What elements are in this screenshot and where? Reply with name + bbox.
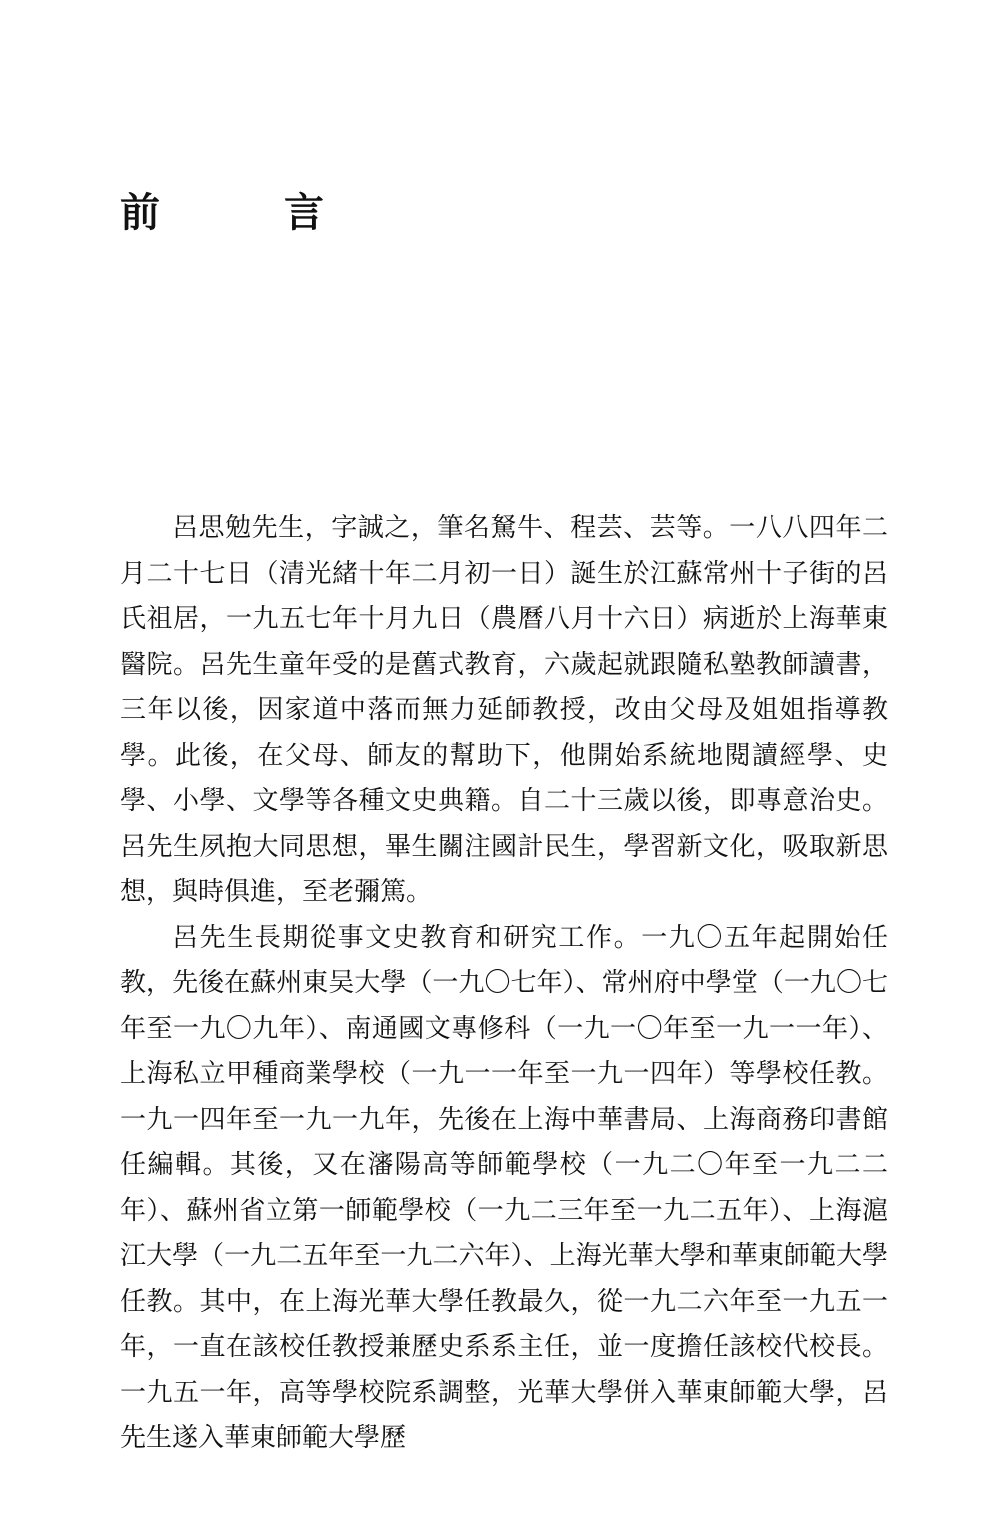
body-text	[120, 506, 888, 1462]
chapter-heading: 前 言	[120, 189, 366, 236]
paragraph-2: 呂先生長期從事文史教育和研究工作。一九〇五年起開始任教，先後在蘇州東吴大學（一九〇七年）、常州府中學堂（一九〇七年至一九〇九年）、南通國文專修科（一九一〇年至一九一一年）、上海私立甲種商業學校（一九一一年至一九一四年）等學校任教。一九一四年至一九一九年，先後在上海中華書局、上海商務印書館任編輯。其後，又在瀋陽高等師範學校（一九二〇年至一九二二年）、蘇州省立第一師範學校（一九二三年至一九二五年）、上海滬江大學（一九二五年至一九二六年）、上海光華大學和華東師範大學任教。其中，在上海光華大學任教最久，從一九二六年至一九五一年，一直在該校任教授兼歷史系系主任，並一度擔任該校代校長。一九五一年，高等學校院系調整，光華大學併入華東師範大學，呂先生遂入華東師範大學歷	[120, 922, 888, 1453]
paragraph-1: 呂思勉先生，字誠之，筆名駑牛、程芸、芸等。一八八四年二月二十七日（清光緒十年二月初一日）誕生於江蘇常州十子街的呂氏祖居，一九五七年十月九日（農曆八月十六日）病逝於上海華東醫院。呂先生童年受的是舊式教育，六歲起就跟隨私塾教師讀書，三年以後，因家道中落而無力延師教授，改由父母及姐姐指導教學。此後，在父母、師友的幫助下，他開始系統地閱讀經學、史學、小學、文學等各種文史典籍。自二十三歲以後，即專意治史。呂先生夙抱大同思想，畢生關注國計民生，學習新文化，吸取新思想，與時俱進，至老彌篤。	[120, 513, 888, 907]
